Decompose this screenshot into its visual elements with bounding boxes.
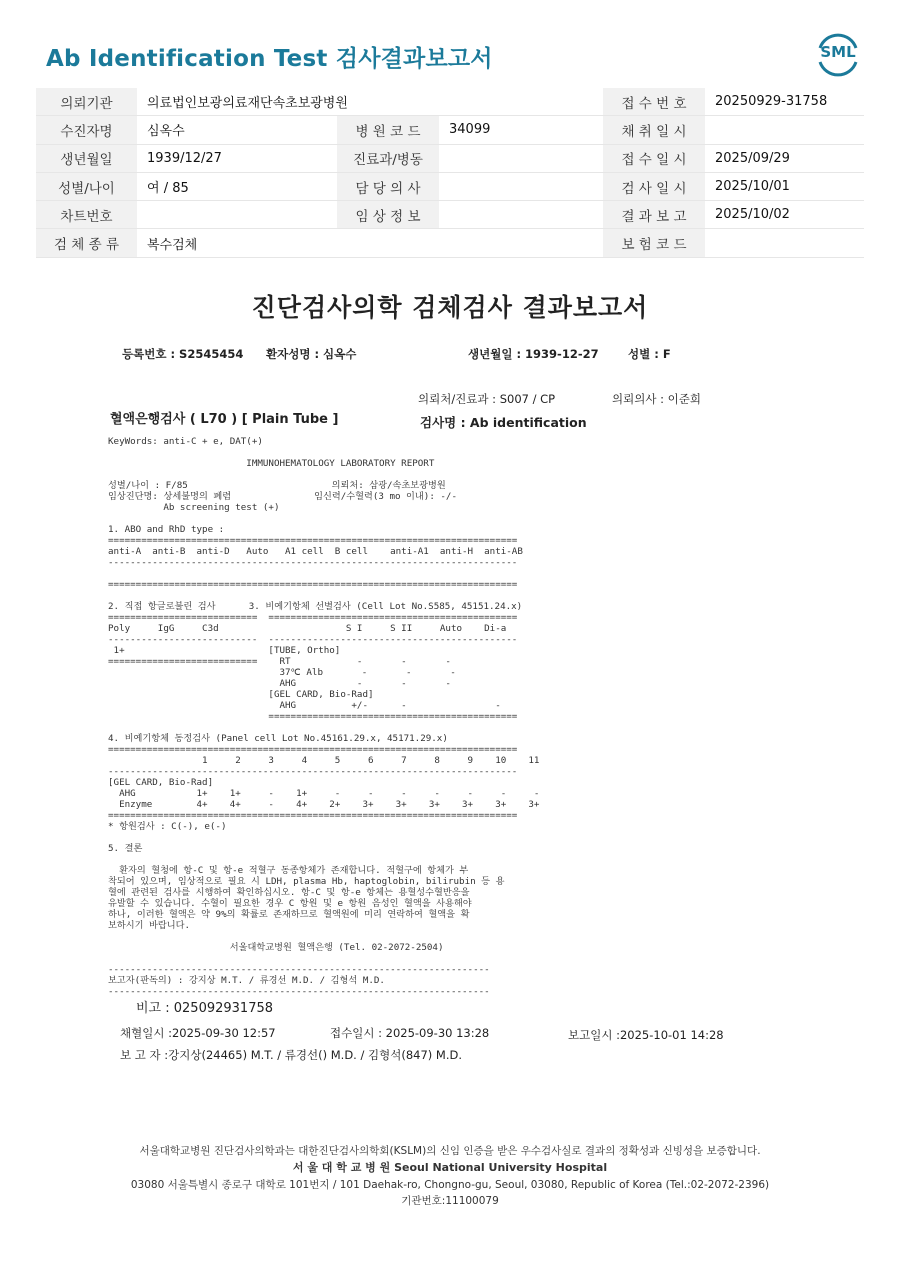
info-label: 임 상 정 보: [337, 201, 439, 229]
patient-sex: 성별 : F: [628, 347, 671, 361]
info-label: 수진자명: [36, 116, 137, 144]
info-value: 34099: [439, 116, 603, 144]
birth-date: 생년월일 : 1939-12-27: [468, 347, 599, 361]
info-value: 2025/10/01: [705, 172, 864, 200]
info-row: [36, 172, 864, 200]
info-row: [36, 201, 864, 229]
info-value: [705, 229, 864, 257]
hospital-name: 서 울 대 학 교 병 원 Seoul National University Hospital: [292, 1161, 608, 1174]
info-label: 성별/나이: [36, 172, 137, 200]
info-label: 담 당 의 사: [337, 172, 439, 200]
received-time: 접수일시 : 2025-09-30 13:28: [330, 1026, 490, 1040]
info-label: 생년월일: [36, 144, 137, 172]
registration-number: 등록번호 : S2545454: [122, 347, 244, 361]
reporter: 보 고 자 :강지상(24465) M.T. / 류경선() M.D. / 김형석(847) M.D.: [120, 1048, 463, 1062]
requesting-dept: 의뢰처/진료과 : S007 / CP: [418, 392, 556, 406]
info-value: 1939/12/27: [137, 144, 337, 172]
document-title: Ab Identification Test 검사결과보고서: [46, 46, 493, 72]
info-value: [137, 201, 337, 229]
info-label: 차트번호: [36, 201, 137, 229]
info-row: [36, 88, 864, 116]
requesting-doctor: 의뢰의사 : 이준희: [612, 392, 701, 406]
info-label: 채 취 일 시: [603, 116, 705, 144]
info-row: [36, 144, 864, 172]
report-title: 진단검사의학 검체검사 결과보고서: [251, 293, 649, 322]
info-label: 보 험 코 드: [603, 229, 705, 257]
info-row: [36, 116, 864, 144]
remark: 비고 : 025092931758: [136, 1001, 274, 1016]
info-value: [705, 116, 864, 144]
info-value: [439, 172, 603, 200]
info-label: 검 사 일 시: [603, 172, 705, 200]
lab-report-body: KeyWords: anti-C + e, DAT(+) IMMUNOHEMATOLOGY LABORATORY REPORT 성별/나이 : F/85 의뢰처: 삼광/속초보광병원 임상진단명: 상세불명의 폐렴 임신력/수혈력(3 mo 이내): -/- Ab screening test (+) 1. ABO and RhD type : ========================================================================== anti-A anti-B anti-D Auto A1 cell B cell anti-A1 anti-H anti-AB -------------------------------------------------------------------------- ========================================================================== 2. 직접 항글로불린 검사 3. 비예기항체 선별검사 (Cell Lot No.S585, 45151.24.x) =========================== ============================================= Poly IgG C3d S I S II Auto Di-a --------------------------- --------------------------------------------- 1+ [TUBE, Ortho] =========================== RT - - - 37℃ Alb - - - AHG - - - [GEL CARD, Bio-Rad] AHG +/- - - ============================================= 4. 비예기항체 동정검사 (Panel cell Lot No.45161.29.x, 45171.29.x) ========================================================================== 1 2 3 4 5 6 7 8 9 10 11 -------------------------------------------------------------------------- [GEL CARD, Bio-Rad] AHG 1+ 1+ - 1+ - - - - - - - Enzyme 4+ 4+ - 4+ 2+ 3+ 3+ 3+ 3+ 3+ 3+ ========================================================================== * 항원검사 : C(-), e(-) 5. 결론 환자의 혈청에 항-C 및 항-e 적혈구 동종항체가 존재합니다. 적혈구에 항체가 부 착되어 있으며, 임상적으로 필요 시 LDH, plasma Hb, haptoglobin, bilirubin 등 용 혈에 관련된 검사를 시행하여 확인하십시오. 항-C 및 항-e 항체는 용혈성수혈반응을 유발할 수 있습니다. 수혈이 필요한 경우 C 항원 및 e 항원 음성인 혈액을 사용해야 하나, 이러한 혈액은 약 9%의 확률로 존재하므로 혈액원에 미리 연락하여 혈액을 확 보하시기 바랍니다. 서울대학교병원 혈액은행 (Tel. 02-2072-2504) --------------------------------------------------------------------- 보고자(판독의) : 강지상 M.T. / 류경선 M.D. / 김형석 M.D. ---------------------------------------------------------------------: [108, 436, 540, 997]
patient-info-table: [36, 88, 864, 258]
patient-name: 환자성명 : 심옥수: [266, 347, 357, 361]
certification-note: 서울대학교병원 진단검사의학과는 대한진단검사의학회(KSLM)의 신임 인증을 받은 우수검사실로 결과의 정확성과 신빙성을 보증합니다.: [139, 1145, 761, 1157]
info-value: 심옥수: [137, 116, 337, 144]
info-label: 진료과/병동: [337, 144, 439, 172]
info-value: [439, 201, 603, 229]
info-value: 여 / 85: [137, 172, 337, 200]
test-section: 혈액은행검사 ( L70 ) [ Plain Tube ]: [110, 412, 339, 427]
institution-number: 기관번호:11100079: [401, 1195, 499, 1207]
info-label: 의뢰기관: [36, 88, 137, 116]
info-value: 2025/10/02: [705, 201, 864, 229]
collected-time: 채혈일시 :2025-09-30 12:57: [120, 1026, 276, 1040]
info-value: [439, 144, 603, 172]
info-value: 의료법인보광의료재단속초보광병원: [137, 88, 603, 116]
info-label: 결 과 보 고: [603, 201, 705, 229]
reported-time: 보고일시 :2025-10-01 14:28: [568, 1028, 724, 1042]
info-label: 접 수 번 호: [603, 88, 705, 116]
logo-text: SML: [820, 43, 856, 61]
info-label: 검 체 종 류: [36, 229, 137, 257]
info-value: 20250929-31758: [705, 88, 864, 116]
test-name: 검사명 : Ab identification: [420, 415, 587, 430]
info-value: 복수검체: [137, 229, 603, 257]
hospital-address: 03080 서울특별시 종로구 대학로 101번지 / 101 Daehak-ro, Chongno-gu, Seoul, 03080, Republic of Korea (Tel.:02-2072-2396): [130, 1179, 770, 1191]
sml-logo: [814, 30, 862, 78]
info-label: 접 수 일 시: [603, 144, 705, 172]
info-row: [36, 229, 864, 257]
info-value: 2025/09/29: [705, 144, 864, 172]
info-label: 병 원 코 드: [337, 116, 439, 144]
